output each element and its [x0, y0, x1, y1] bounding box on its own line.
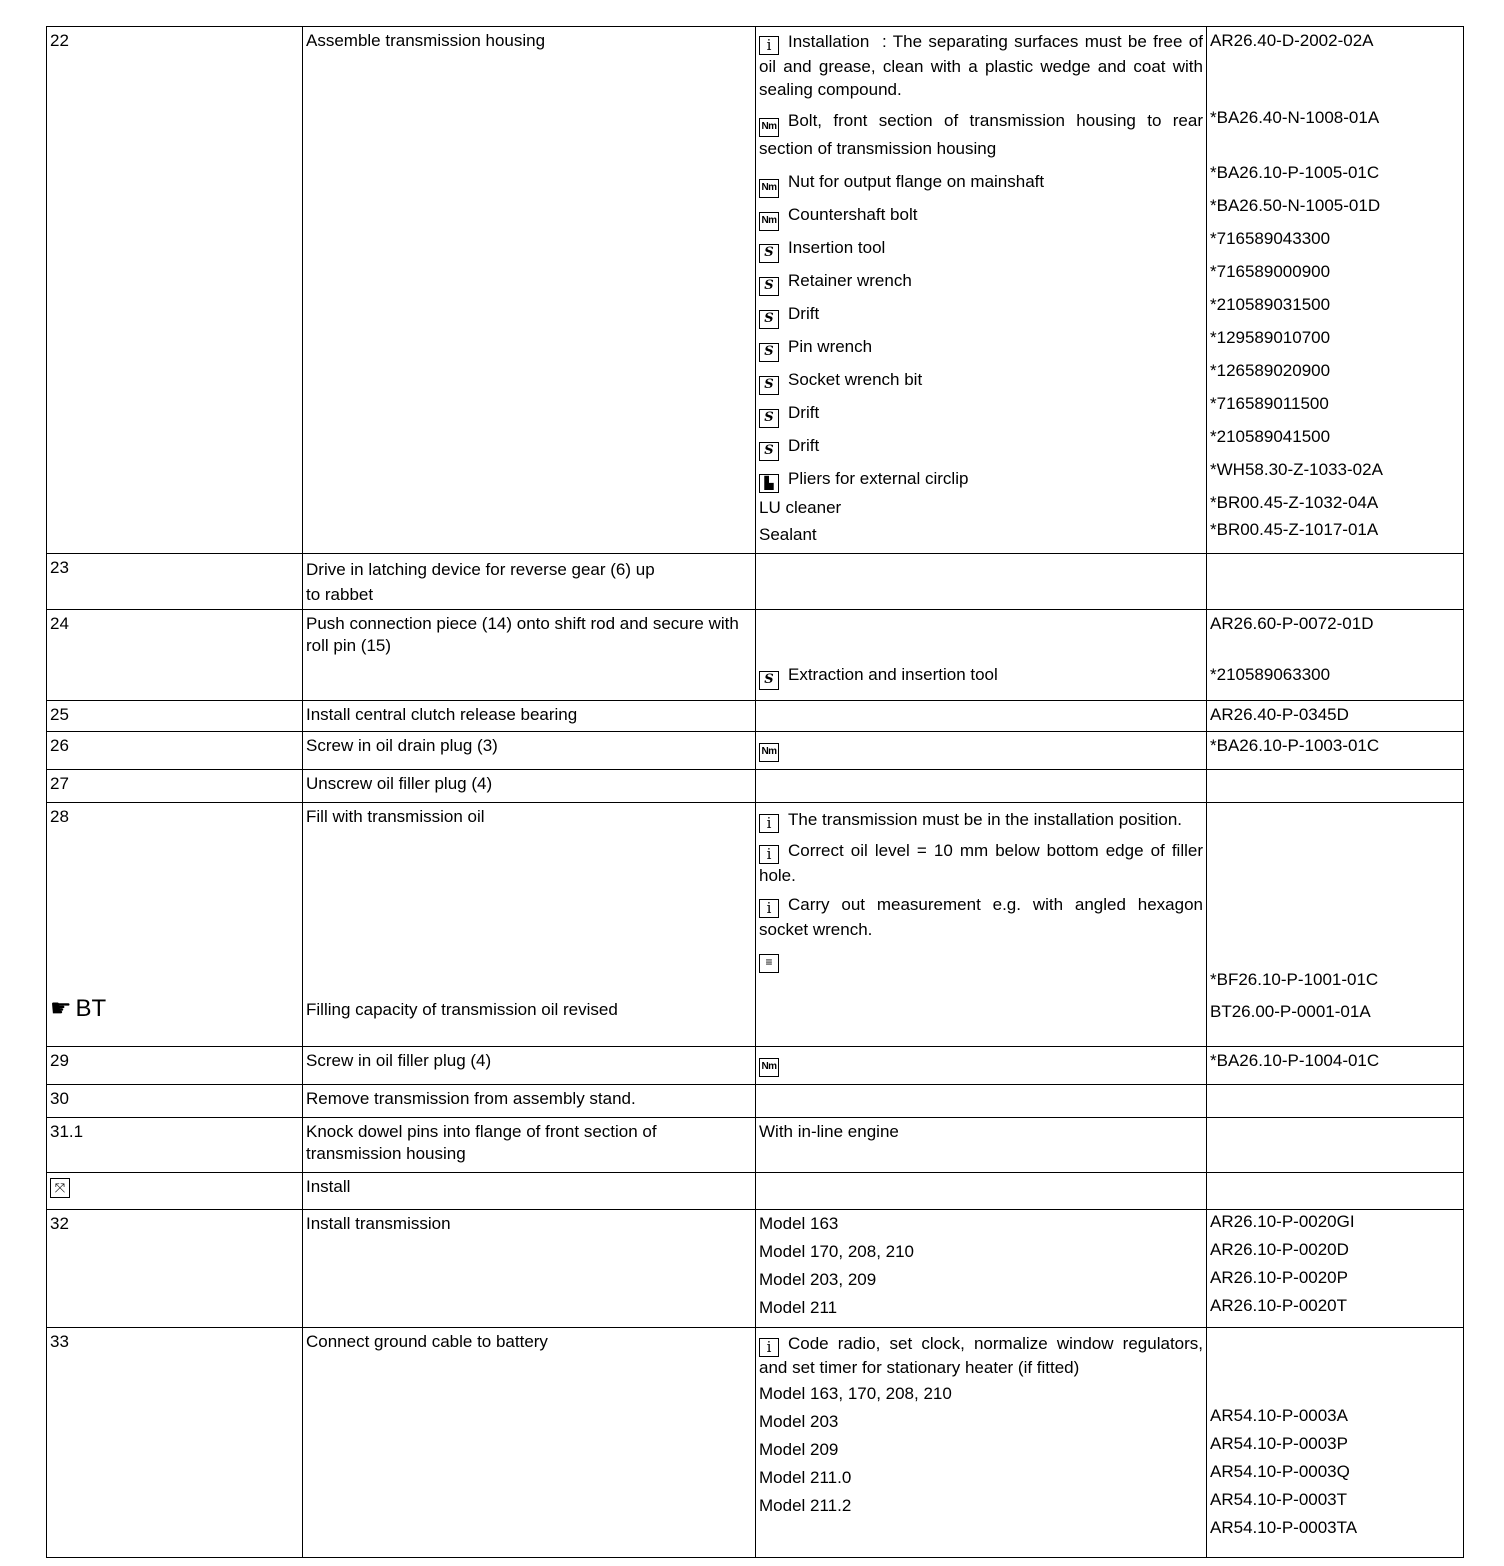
special-tool-icon: S [759, 442, 779, 461]
special-tool-icon: S [759, 671, 779, 690]
tool-name: Extraction and insertion tool [788, 665, 998, 684]
table-row [47, 770, 1464, 803]
pliers-text: Pliers for external circlip [788, 469, 969, 488]
work-step [303, 554, 756, 610]
step-number: 33 [47, 1328, 303, 1558]
table-row [47, 1173, 1464, 1210]
table-row [47, 554, 1464, 610]
work-step: Install central clutch release bearing [303, 701, 756, 732]
work-step: Connect ground cable to battery [303, 1328, 756, 1558]
details-cell [756, 1173, 1207, 1210]
doc-link[interactable]: *BA26.40-N-1008-01A [1210, 108, 1380, 127]
tool-name: Socket wrench bit [788, 370, 923, 389]
doc-link[interactable]: AR54.10-P-0003Q [1210, 1462, 1350, 1481]
details-cell [756, 1210, 1207, 1328]
torque-nm-icon: Nm [759, 1058, 779, 1077]
tool-number[interactable]: *210589063300 [1210, 665, 1331, 684]
countershaft-text: Countershaft bolt [788, 205, 918, 224]
work-step: Knock dowel pins into flange of front section of transmission housing [303, 1118, 756, 1173]
work-step [303, 803, 756, 1047]
tool-number[interactable]: *126589020900 [1210, 361, 1331, 380]
torque-nm-icon: Nm [759, 212, 779, 231]
details-cell [756, 1328, 1207, 1558]
reference-cell [1207, 770, 1464, 803]
bt-label: BT [75, 995, 107, 1022]
step-number: 27 [47, 770, 303, 803]
doc-link[interactable]: AR26.10-P-0020D [1210, 1240, 1349, 1259]
work-step: Install transmission [303, 1210, 756, 1328]
step-number: 31.1 [47, 1118, 303, 1173]
step-number: 29 [47, 1047, 303, 1085]
model-label: Model 203 [759, 1412, 839, 1431]
step-number: 25 [47, 701, 303, 732]
tool-name: Retainer wrench [788, 271, 912, 290]
work-step: Push connection piece (14) onto shift rod and secure with roll pin (15) [303, 610, 756, 701]
table-row [47, 1085, 1464, 1118]
doc-link[interactable]: AR26.10-P-0020GI [1210, 1212, 1355, 1231]
doc-link[interactable]: AR26.10-P-0020P [1210, 1268, 1348, 1287]
info-icon: i [759, 36, 779, 55]
doc-link[interactable]: AR54.10-P-0003TA [1210, 1518, 1358, 1537]
nut-text: Nut for output flange on mainshaft [788, 172, 1045, 191]
details-cell [756, 803, 1207, 1047]
condition: With in-line engine [756, 1118, 1207, 1173]
model-label: Model 209 [759, 1440, 839, 1459]
tool-name: Drift [788, 304, 820, 323]
doc-link[interactable]: *BR00.45-Z-1032-04A [1210, 493, 1379, 512]
install-text: : The separating surfaces must be free of oil and grease, clean with a plastic wedge and coat with sealing compound. [759, 32, 1203, 99]
step-number: 32 [47, 1210, 303, 1328]
reference-cell [1207, 1173, 1464, 1210]
model-label: Model 211.2 [759, 1496, 852, 1515]
info-icon: i [759, 814, 779, 833]
doc-link[interactable]: *BA26.10-P-1005-01C [1210, 163, 1380, 182]
lu-cleaner: LU cleaner [759, 498, 842, 517]
tool-number[interactable]: *716589000900 [1210, 262, 1331, 281]
work-step: Remove transmission from assembly stand. [303, 1085, 756, 1118]
doc-link[interactable]: BT26.00-P-0001-01A [1210, 1002, 1371, 1021]
tool-number[interactable]: *129589010700 [1210, 328, 1331, 347]
note-text: The transmission must be in the installation position. [788, 810, 1183, 829]
step-number: 23 [47, 554, 303, 610]
doc-link[interactable]: *BF26.10-P-1001-01C [1210, 970, 1379, 989]
note-text: Correct oil level = 10 mm below bottom edge of filler hole. [759, 841, 1203, 885]
special-tool-icon: S [759, 244, 779, 263]
install-label: Installation [788, 32, 870, 51]
tool-name: Pin wrench [788, 337, 873, 356]
table-row [47, 1210, 1464, 1328]
work-step: Install [303, 1173, 756, 1210]
reference-cell [1207, 27, 1464, 554]
tool-number[interactable]: *210589041500 [1210, 427, 1331, 446]
table-row [47, 27, 1464, 554]
doc-link[interactable]: AR54.10-P-0003T [1210, 1490, 1348, 1509]
doc-link[interactable]: *BA26.10-P-1004-01C [1207, 1047, 1464, 1085]
reference-cell [1207, 610, 1464, 701]
reference-cell [1207, 554, 1464, 610]
reference-cell [1207, 1328, 1464, 1558]
step-number: 26 [47, 732, 303, 770]
tool-name: Drift [788, 436, 820, 455]
doc-link[interactable]: *BA26.50-N-1005-01D [1210, 196, 1381, 215]
work-line: to rabbet [306, 585, 374, 604]
pliers-icon: ▙ [759, 474, 779, 493]
table-row [47, 1118, 1464, 1173]
table-row [47, 701, 1464, 732]
doc-link[interactable]: AR26.40-D-2002-02A [1210, 31, 1374, 50]
note-text: Carry out measurement e.g. with angled hexagon socket wrench. [759, 895, 1203, 939]
step-symbol [47, 1173, 303, 1210]
model-label: Model 170, 208, 210 [759, 1242, 915, 1261]
work-text: Fill with transmission oil [306, 807, 485, 826]
table-row [47, 803, 1464, 1047]
doc-link[interactable]: AR54.10-P-0003A [1210, 1406, 1348, 1425]
table-row [47, 1047, 1464, 1085]
torque-nm-icon: Nm [759, 118, 779, 137]
model-label: Model 203, 209 [759, 1270, 877, 1289]
details-cell [756, 27, 1207, 554]
details-cell [756, 1085, 1207, 1118]
work-step: Assemble transmission housing [303, 27, 756, 554]
bt-work: Filling capacity of transmission oil revised [306, 1000, 618, 1019]
tool-name: Drift [788, 403, 820, 422]
pointing-hand-icon: ☛ [50, 995, 72, 1022]
info-icon: i [759, 845, 779, 864]
work-step: Screw in oil drain plug (3) [303, 732, 756, 770]
details-cell [756, 554, 1207, 610]
procedure-table [46, 26, 1464, 1558]
tool-number[interactable]: *716589043300 [1210, 229, 1331, 248]
special-tool-icon: S [759, 277, 779, 296]
model-label: Model 211.0 [759, 1468, 852, 1487]
work-line: Drive in latching device for reverse gear (6) up [306, 560, 655, 579]
doc-link[interactable]: AR26.10-P-0020T [1210, 1296, 1348, 1315]
reference-cell [1207, 1118, 1464, 1173]
step-number: 28 ☛ BT [47, 803, 303, 1047]
note-text: Code radio, set clock, normalize window regulators, and set timer for stationary heater (if fitted) [759, 1334, 1203, 1377]
doc-link[interactable]: AR26.40-P-0345D [1207, 701, 1464, 732]
doc-link[interactable]: *BR00.45-Z-1017-01A [1210, 520, 1379, 539]
sealant: Sealant [759, 525, 817, 544]
torque-nm-icon: Nm [759, 743, 779, 762]
step-number: 24 [47, 610, 303, 701]
reference-cell [1207, 1210, 1464, 1328]
details-cell [756, 732, 1207, 770]
doc-link[interactable]: AR54.10-P-0003P [1210, 1434, 1348, 1453]
doc-link[interactable]: AR26.60-P-0072-01D [1210, 614, 1374, 633]
tool-number[interactable]: *210589031500 [1210, 295, 1331, 314]
bolt-text: Bolt, front section of transmission housing to rear section of transmission housing [759, 111, 1203, 158]
table-row [47, 610, 1464, 701]
model-label: Model 163, 170, 208, 210 [759, 1384, 952, 1403]
torque-nm-icon: Nm [759, 179, 779, 198]
doc-link[interactable]: *WH58.30-Z-1033-02A [1210, 460, 1383, 479]
install-icon: ⤧ [50, 1178, 70, 1198]
oil-capacity-icon: ≡ [759, 954, 779, 973]
details-cell [756, 610, 1207, 701]
details-cell [756, 1047, 1207, 1085]
special-tool-icon: S [759, 376, 779, 395]
special-tool-icon: S [759, 409, 779, 428]
special-tool-icon: S [759, 310, 779, 329]
info-icon: i [759, 1338, 779, 1357]
step-number: 22 [47, 27, 303, 554]
table-row [47, 732, 1464, 770]
tool-number[interactable]: *716589011500 [1210, 394, 1329, 413]
info-icon: i [759, 899, 779, 918]
work-step: Unscrew oil filler plug (4) [303, 770, 756, 803]
details-cell [756, 770, 1207, 803]
details-cell [756, 701, 1207, 732]
table-row [47, 1328, 1464, 1558]
special-tool-icon: S [759, 343, 779, 362]
reference-cell [1207, 1085, 1464, 1118]
tool-name: Insertion tool [788, 238, 886, 257]
work-step: Screw in oil filler plug (4) [303, 1047, 756, 1085]
step-number: 30 [47, 1085, 303, 1118]
doc-link[interactable]: *BA26.10-P-1003-01C [1207, 732, 1464, 770]
reference-cell [1207, 803, 1464, 1047]
model-label: Model 211 [759, 1298, 838, 1317]
model-label: Model 163 [759, 1214, 839, 1233]
